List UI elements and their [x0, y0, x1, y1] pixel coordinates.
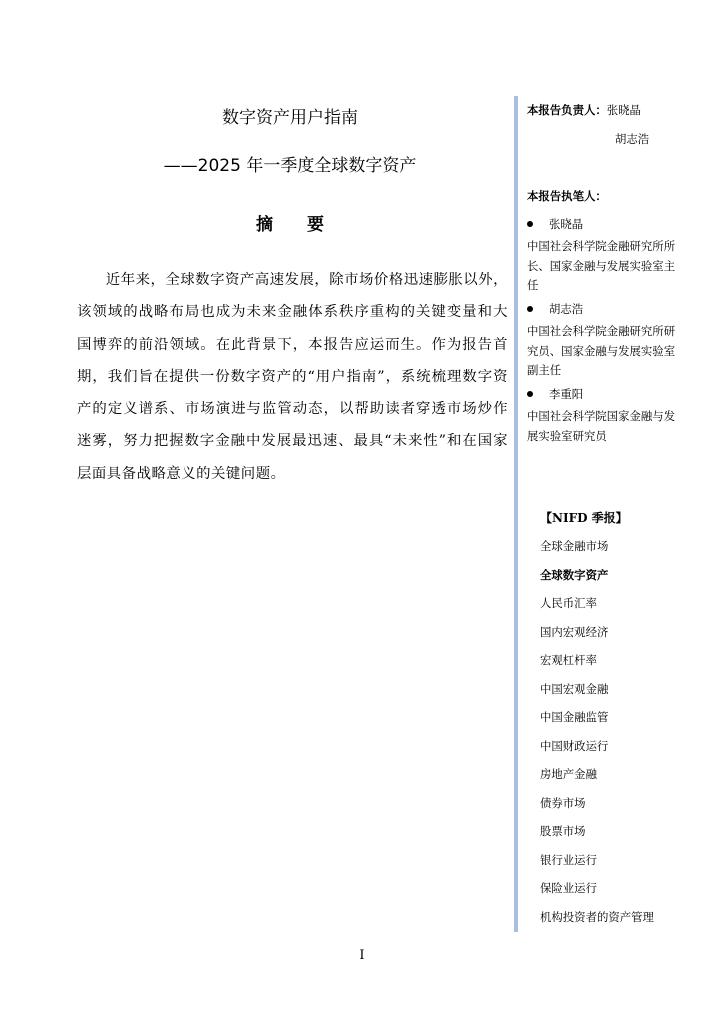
report-subtitle: ——2025 年一季度全球数字资产 — [163, 156, 417, 176]
writer-name: 李重阳 — [549, 387, 584, 401]
bullet-icon — [527, 391, 533, 397]
writer-affiliation: 中国社会科学院金融研究所研究员、国家金融与发展实验室副主任 — [527, 324, 676, 377]
page-number: I — [359, 948, 365, 963]
sidebar-divider — [514, 96, 518, 932]
abstract-heading: 摘 要 — [256, 215, 338, 235]
series-item: 全球金融市场 — [540, 539, 609, 553]
series-item: 银行业运行 — [540, 852, 597, 867]
writer-item — [527, 386, 583, 402]
responsible-name: 张晓晶 — [606, 103, 641, 117]
series-item-current: 全球数字资产 — [540, 567, 609, 582]
series-title: 【NIFD 季报】 — [540, 511, 628, 525]
series-item: 机构投资者的资产管理 — [540, 909, 654, 924]
responsible-row-2 — [615, 131, 649, 147]
writer-affiliation: 中国社会科学院国家金融与发展实验室研究员 — [527, 409, 676, 443]
series-list — [540, 536, 654, 935]
report-title: 数字资产用户指南 — [222, 108, 358, 128]
writer-item — [527, 301, 583, 317]
series-item: 股票市场 — [540, 824, 586, 838]
responsible-row — [527, 102, 641, 118]
series-item: 国内宏观经济 — [540, 624, 609, 639]
abstract-body: 近年来，全球数字资产高速发展，除市场价格迅速膨胀以外，该领域的战略布局也成为未来金融体系秩序重构的关键变量和大国博弈的前沿领域。在此背景下，本报告应运而生。作为报告首期，我们旨在提供一份数字资产的“用户指南”，系统梳理数字资产的定义谱系、市场演进与监管动态，以帮助读者穿透市场炒作迷雾，努力把握数字金融中发展最迅速、最具“未来性”和在国家层面具备战略意义的关键问题。 — [77, 272, 508, 482]
writer-name: 张晓晶 — [549, 217, 584, 231]
series-item: 宏观杠杆率 — [540, 653, 597, 667]
writer-affiliation: 中国社会科学院金融研究所所长、国家金融与发展实验室主任 — [527, 239, 676, 292]
series-item: 人民币汇率 — [540, 596, 597, 610]
writer-item — [527, 216, 583, 232]
responsible-name: 胡志浩 — [615, 132, 650, 146]
bullet-icon — [527, 221, 533, 227]
series-item: 债券市场 — [540, 795, 586, 810]
writers-label: 本报告执笔人： — [527, 189, 607, 203]
responsible-label: 本报告负责人： — [527, 103, 607, 117]
writer-name: 胡志浩 — [549, 302, 584, 316]
bullet-icon — [527, 306, 533, 312]
series-item: 中国金融监管 — [540, 710, 609, 724]
series-item: 中国财政运行 — [540, 738, 609, 753]
series-item: 保险业运行 — [540, 881, 597, 895]
series-item: 房地产金融 — [540, 767, 597, 781]
series-item: 中国宏观金融 — [540, 681, 609, 696]
